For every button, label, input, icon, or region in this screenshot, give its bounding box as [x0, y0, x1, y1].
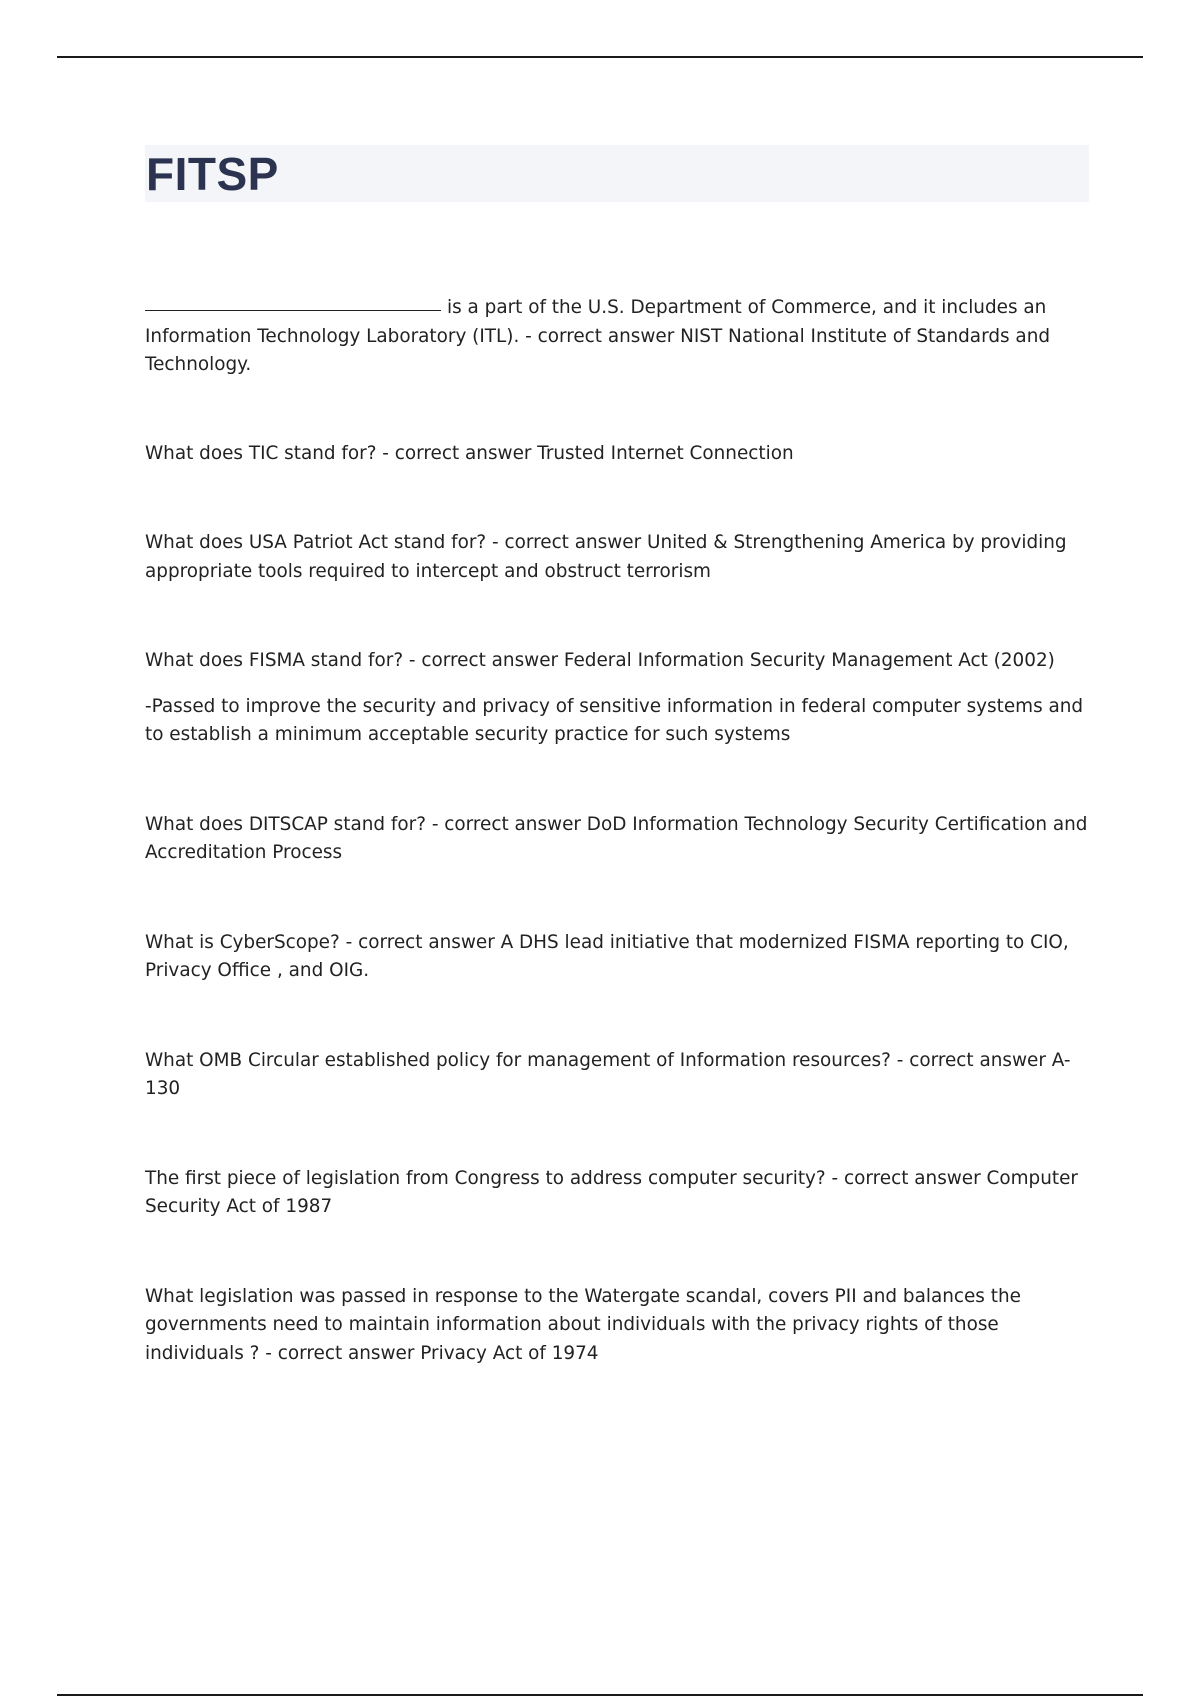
qa-item: What is CyberScope? - correct answer A DHS lead initiative that modernized FISMA reporting to CIO, Privacy Office , and OIG.	[145, 931, 1069, 981]
qa-item: What does FISMA stand for? - correct answer Federal Information Security Management Act (2002)	[145, 650, 1055, 671]
qa-item: What does USA Patriot Act stand for? - correct answer United & Strengthening America by providing appropriate tools required to intercept and obstruct terrorism	[145, 532, 1067, 582]
qa-item: The first piece of legislation from Congress to address computer security? - correct answer Computer Security Act of 1987	[145, 1167, 1078, 1217]
qa-item-note: -Passed to improve the security and privacy of sensitive information in federal computer systems and to establish a minimum acceptable security practice for such systems	[145, 695, 1084, 745]
qa-item: What does DITSCAP stand for? - correct answer DoD Information Technology Security Certification and Accreditation Process	[145, 813, 1088, 863]
qa-item: What legislation was passed in response to the Watergate scandal, covers PII and balances the governments need to maintain information about individuals with the privacy rights of those individuals ? - correct answer Privacy Act of 1974	[145, 1285, 1021, 1364]
document-body	[145, 292, 1089, 1368]
title-band	[145, 145, 1089, 202]
bottom-rule	[57, 1694, 1143, 1696]
qa-item	[145, 292, 1089, 380]
document-title: FITSP	[146, 148, 279, 200]
qa-text: is a part of the U.S. Department of Commerce, and it includes an Information Technology Laboratory (ITL). - correct answer NIST National Institute of Standards and Technology.	[145, 297, 1051, 375]
qa-item: What OMB Circular established policy for management of Information resources? - correct answer A-130	[145, 1049, 1071, 1099]
top-rule	[57, 56, 1143, 58]
fill-in-blank	[145, 290, 441, 311]
qa-item: What does TIC stand for? - correct answer Trusted Internet Connection	[145, 442, 794, 464]
